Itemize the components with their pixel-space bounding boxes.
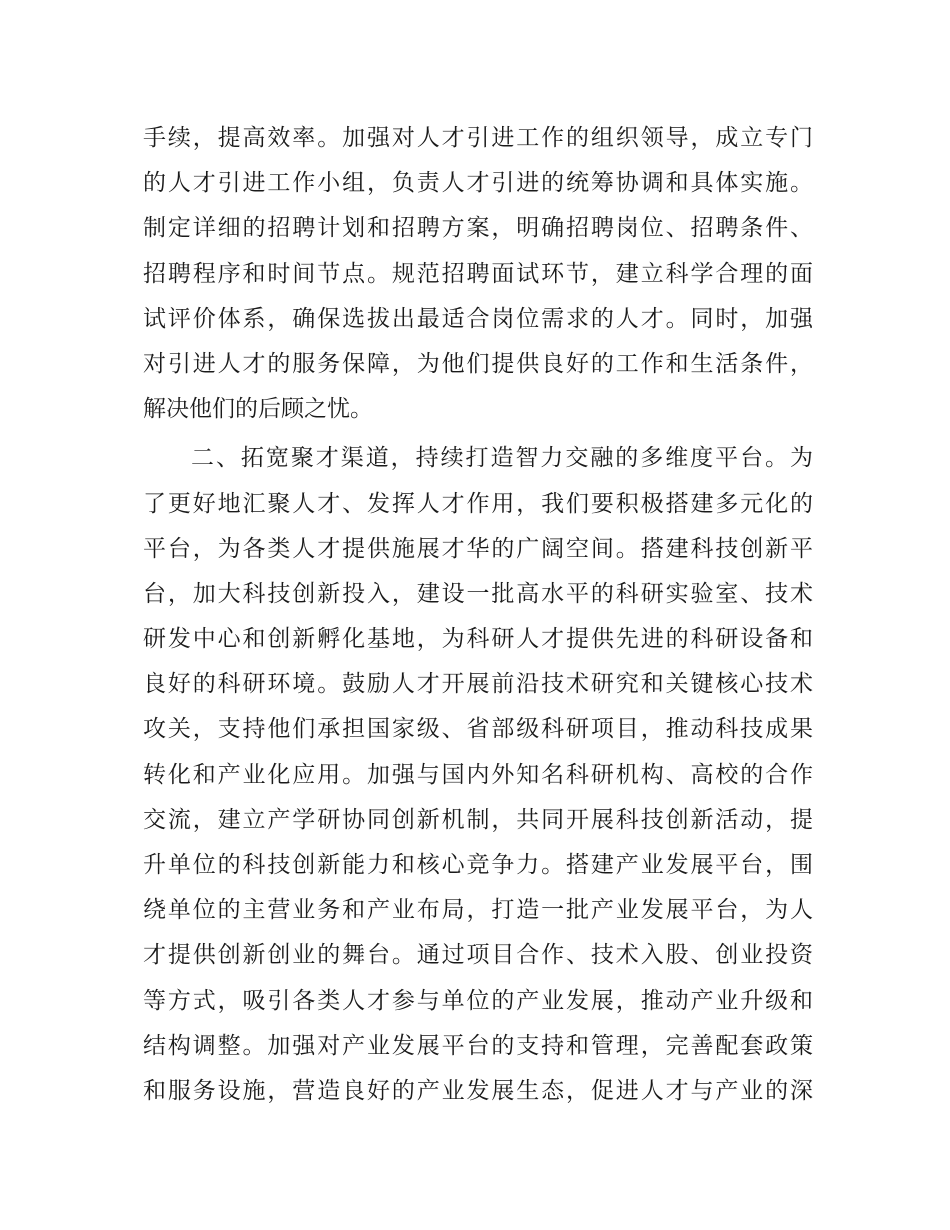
paragraph-line: 的人才引进工作小组，负责人才引进的统筹协调和具体实施。 (143, 170, 813, 197)
paragraph-line: 良好的科研环境。鼓励人才开展前沿技术研究和关键核心技术 (143, 671, 813, 698)
paragraph-line: 结构调整。加强对产业发展平台的支持和管理，完善配套政策 (143, 1032, 813, 1059)
paragraph-line: 制定详细的招聘计划和招聘方案，明确招聘岗位、招聘条件、 (143, 215, 813, 242)
paragraph-line: 手续，提高效率。加强对人才引进工作的组织领导，成立专门 (143, 125, 813, 151)
paragraph-line: 升单位的科技创新能力和核心竞争力。搭建产业发展平台，围 (143, 852, 813, 878)
paragraph-line: 攻关，支持他们承担国家级、省部级科研项目，推动科技成果 (143, 716, 813, 743)
paragraph-line: 绕单位的主营业务和产业布局，打造一批产业发展平台，为人 (143, 897, 813, 924)
paragraph-2 (143, 436, 813, 1114)
paragraph-line: 招聘程序和时间节点。规范招聘面试环节，建立科学合理的面 (143, 260, 813, 287)
paragraph-line: 台，加大科技创新投入，建设一批高水平的科研实验室、技术 (143, 580, 813, 607)
paragraph-line: 转化和产业化应用。加强与国内外知名科研机构、高校的合作 (143, 761, 813, 788)
paragraph-line: 和服务设施，营造良好的产业发展生态，促进人才与产业的深 (143, 1077, 813, 1104)
document-body (143, 116, 813, 1114)
paragraph-1 (143, 116, 813, 432)
paragraph-line: 交流，建立产学研协同创新机制，共同开展科技创新活动，提 (143, 806, 813, 833)
paragraph-line: 等方式，吸引各类人才参与单位的产业发展，推动产业升级和 (143, 987, 813, 1014)
paragraph-line: 平台，为各类人才提供施展才华的广阔空间。搭建科技创新平 (143, 535, 813, 562)
paragraph-line: 才提供创新创业的舞台。通过项目合作、技术入股、创业投资 (143, 942, 813, 969)
paragraph-line: 了更好地汇聚人才、发挥人才作用，我们要积极搭建多元化的 (143, 490, 813, 517)
paragraph-line: 二、拓宽聚才渠道，持续打造智力交融的多维度平台。为 (191, 445, 813, 472)
paragraph-line: 研发中心和创新孵化基地，为科研人才提供先进的科研设备和 (143, 626, 813, 653)
paragraph-line: 对引进人才的服务保障，为他们提供良好的工作和生活条件， (143, 350, 813, 377)
paragraph-line: 试评价体系，确保选拔出最适合岗位需求的人才。同时，加强 (143, 305, 813, 332)
paragraph-line: 解决他们的后顾之忧。 (143, 396, 373, 423)
